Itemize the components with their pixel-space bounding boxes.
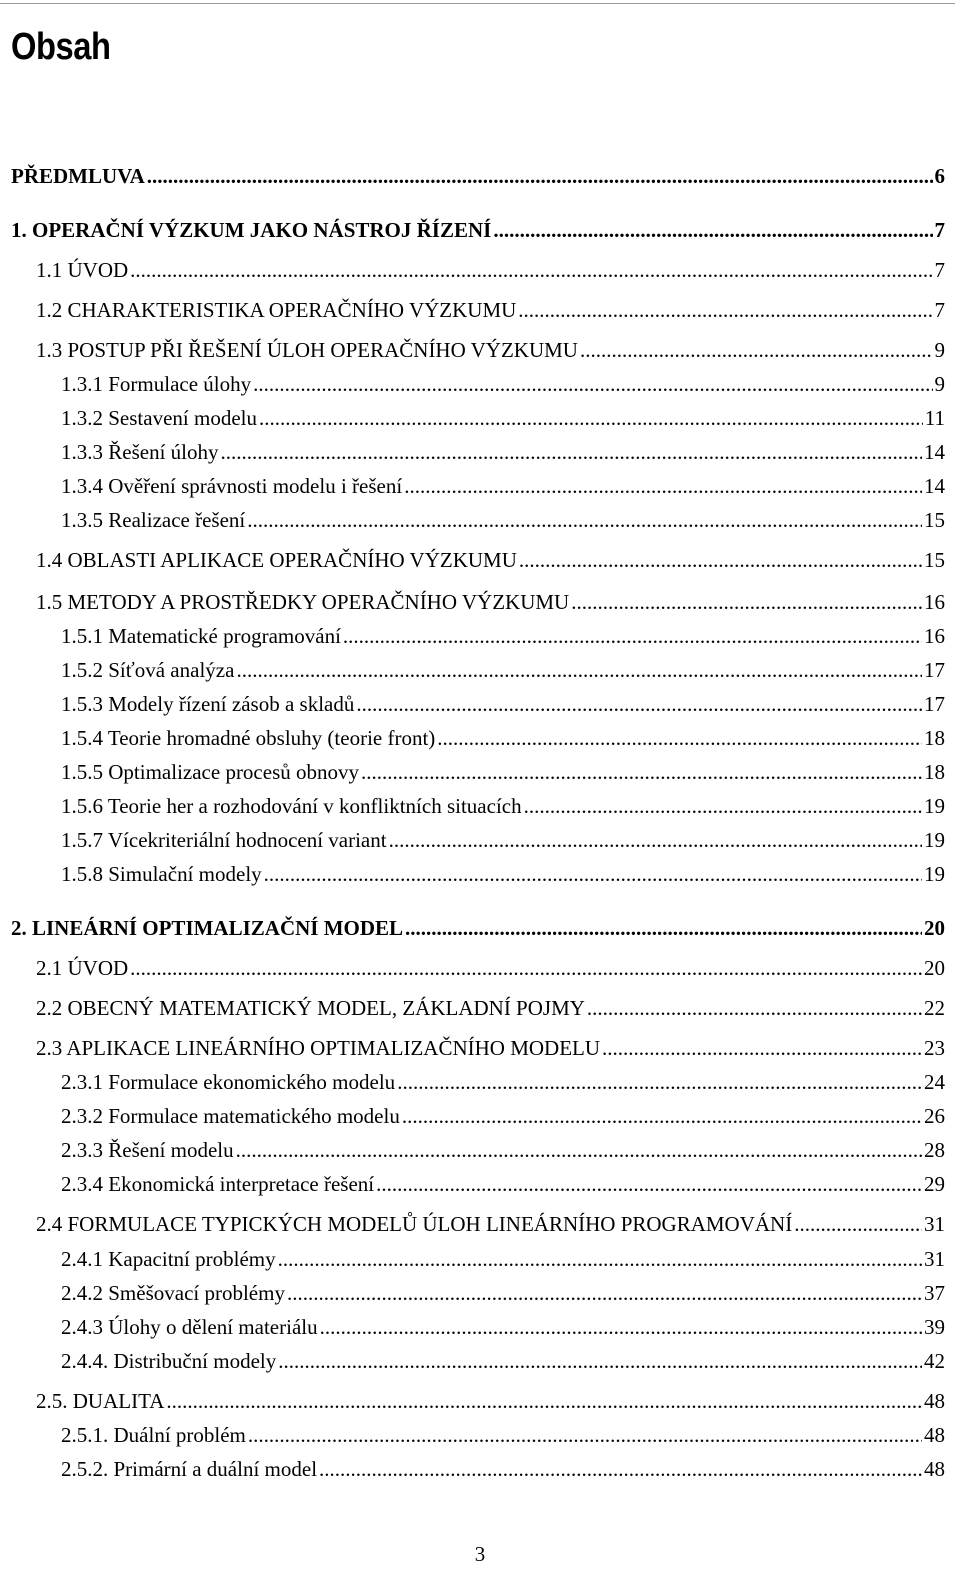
- dot-leader: [130, 955, 922, 981]
- toc-entry-page: 48: [924, 1389, 945, 1413]
- toc-entry-title: 2.3 APLIKACE LINEÁRNÍHO OPTIMALIZAČNÍHO MODELU: [36, 1036, 601, 1060]
- dot-leader: [524, 793, 922, 819]
- toc-entry[interactable]: [61, 371, 945, 397]
- toc-entry-page: 18: [924, 760, 945, 784]
- toc-entry-title: 1.3.2 Sestavení modelu: [61, 406, 257, 430]
- toc-entry-title: 2.4.3 Úlohy o dělení materiálu: [61, 1315, 318, 1339]
- toc-entry-page: 19: [924, 794, 945, 818]
- dot-leader: [247, 507, 922, 533]
- dot-leader: [580, 337, 933, 363]
- toc-entry-page: 31: [924, 1247, 945, 1271]
- toc-entry-title: 2.4 FORMULACE TYPICKÝCH MODELŮ ÚLOH LINEÁRNÍHO PROGRAMOVÁNÍ: [36, 1212, 793, 1236]
- toc-entry-title: 2.5.1. Duální problém: [61, 1423, 246, 1447]
- toc-entry[interactable]: [61, 1246, 945, 1272]
- dot-leader: [437, 725, 922, 751]
- toc-entry-page: 20: [924, 956, 945, 980]
- toc-entry-title: 2.5.2. Primární a duální model: [61, 1457, 318, 1481]
- toc-entry[interactable]: [61, 473, 945, 499]
- toc-entry[interactable]: [61, 1280, 945, 1306]
- dot-leader: [397, 1069, 922, 1095]
- toc-entry-page: 19: [924, 862, 945, 886]
- toc-entry-page: 28: [924, 1138, 945, 1162]
- toc-entry-page: 37: [924, 1281, 945, 1305]
- toc-entry-title: 2.2 OBECNÝ MATEMATICKÝ MODEL, ZÁKLADNÍ POJMY: [36, 996, 585, 1020]
- toc-entry-page: 15: [924, 508, 945, 532]
- toc-entry[interactable]: [36, 955, 945, 981]
- dot-leader: [404, 473, 922, 499]
- toc-entry[interactable]: [61, 623, 945, 649]
- toc-entry-title: 1.5.8 Simulační modely: [61, 862, 262, 886]
- toc-entry-title: 2.4.4. Distribuční modely: [61, 1349, 277, 1373]
- dot-leader: [278, 1246, 922, 1272]
- dot-leader: [402, 1103, 922, 1129]
- toc-entry[interactable]: [61, 657, 945, 683]
- toc-entry-page: 7: [934, 218, 945, 242]
- dot-leader: [405, 915, 922, 941]
- toc-entry[interactable]: [61, 691, 945, 717]
- dot-leader: [794, 1211, 922, 1237]
- dot-leader: [264, 861, 922, 887]
- dot-leader: [236, 1137, 922, 1163]
- toc-entry-title: 2.3.1 Formulace ekonomického modelu: [61, 1070, 396, 1094]
- toc-entry-title: 1.5 METODY A PROSTŘEDKY OPERAČNÍHO VÝZKUMU: [36, 590, 570, 614]
- toc-entry[interactable]: [61, 1137, 945, 1163]
- toc-entry[interactable]: [36, 995, 945, 1021]
- toc-entry-page: 39: [924, 1315, 945, 1339]
- toc-entry[interactable]: [36, 1211, 945, 1237]
- toc-entry-page: 48: [924, 1423, 945, 1447]
- dot-leader: [376, 1171, 922, 1197]
- toc-entry[interactable]: [61, 827, 945, 853]
- toc-entry-page: 31: [924, 1212, 945, 1236]
- toc-entry-page: 14: [924, 474, 945, 498]
- dot-leader: [320, 1314, 922, 1340]
- toc-entry-page: 9: [934, 338, 945, 362]
- dot-leader: [130, 257, 932, 283]
- dot-leader: [236, 657, 922, 683]
- toc-entry-title: 1.5.7 Vícekriteriální hodnocení variant: [61, 828, 387, 852]
- toc-entry-page: 29: [924, 1172, 945, 1196]
- toc-entry-title: 1.5.2 Síťová analýza: [61, 658, 235, 682]
- toc-entry-page: 6: [934, 164, 945, 188]
- toc-entry-title: 1.3.5 Realizace řešení: [61, 508, 246, 532]
- toc-entry-page: 42: [924, 1349, 945, 1373]
- toc-entry-title: 1.5.5 Optimalizace procesů obnovy: [61, 760, 359, 784]
- toc-entry[interactable]: [61, 405, 945, 431]
- toc-entry-page: 26: [924, 1104, 945, 1128]
- toc-entry[interactable]: [11, 163, 945, 189]
- toc-entry-page: 9: [934, 372, 945, 396]
- toc-entry[interactable]: [61, 793, 945, 819]
- toc-entry[interactable]: [61, 759, 945, 785]
- toc-entry-title: 1.1 ÚVOD: [36, 258, 129, 282]
- toc-entry-page: 15: [924, 548, 945, 572]
- toc-entry-title: 1.5.1 Matematické programování: [61, 624, 341, 648]
- dot-leader: [519, 547, 922, 573]
- toc-entry-page: 24: [924, 1070, 945, 1094]
- toc-entry-page: 7: [934, 258, 945, 282]
- dot-leader: [259, 405, 923, 431]
- toc-entry-title: 2.4.1 Kapacitní problémy: [61, 1247, 276, 1271]
- toc-entry-page: 48: [924, 1457, 945, 1481]
- toc-entry[interactable]: [36, 589, 945, 615]
- toc-entry-page: 14: [924, 440, 945, 464]
- toc-entry[interactable]: [61, 1103, 945, 1129]
- dot-leader: [147, 163, 933, 189]
- toc-entry-title: 2.5. DUALITA: [36, 1389, 165, 1413]
- toc-entry-page: 22: [924, 996, 945, 1020]
- toc-entry[interactable]: [61, 1348, 945, 1374]
- dot-leader: [493, 217, 932, 243]
- dot-leader: [248, 1422, 922, 1448]
- toc-entry[interactable]: [36, 547, 945, 573]
- dot-leader: [361, 759, 922, 785]
- toc-entry-title: 2.1 ÚVOD: [36, 956, 129, 980]
- toc-entry-page: 18: [924, 726, 945, 750]
- toc-entry[interactable]: [61, 507, 945, 533]
- toc-entry[interactable]: [61, 1069, 945, 1095]
- toc-entry-title: 2.3.4 Ekonomická interpretace řešení: [61, 1172, 375, 1196]
- toc-entry[interactable]: [36, 337, 945, 363]
- toc-entry-page: 17: [924, 658, 945, 682]
- toc-entry[interactable]: [36, 257, 945, 283]
- toc-entry-title: 2.4.2 Směšovací problémy: [61, 1281, 285, 1305]
- toc-entry-page: 11: [924, 406, 945, 430]
- toc-entry-page: 7: [934, 298, 945, 322]
- toc-entry-title: 1.3.4 Ověření správnosti modelu i řešení: [61, 474, 403, 498]
- toc-entry[interactable]: [61, 725, 945, 751]
- toc-entry-page: 16: [924, 624, 945, 648]
- toc-entry-title: 2. LINEÁRNÍ OPTIMALIZAČNÍ MODEL: [11, 916, 404, 940]
- toc-entry[interactable]: [61, 861, 945, 887]
- dot-leader: [587, 995, 922, 1021]
- dot-leader: [253, 371, 932, 397]
- toc-entry-title: 1.2 CHARAKTERISTIKA OPERAČNÍHO VÝZKUMU: [36, 298, 517, 322]
- toc-entry[interactable]: [36, 1035, 945, 1061]
- toc-entry[interactable]: [61, 439, 945, 465]
- toc-entry-page: 20: [924, 916, 945, 940]
- toc-entry[interactable]: [11, 915, 945, 941]
- toc-entry[interactable]: [61, 1456, 945, 1482]
- toc-entry-title: 2.3.2 Formulace matematického modelu: [61, 1104, 400, 1128]
- toc-entry-title: PŘEDMLUVA: [11, 164, 145, 188]
- toc-entry-title: 1.4 OBLASTI APLIKACE OPERAČNÍHO VÝZKUMU: [36, 548, 517, 572]
- dot-leader: [571, 589, 922, 615]
- dot-leader: [602, 1035, 922, 1061]
- toc-entry-title: 2.3.3 Řešení modelu: [61, 1138, 234, 1162]
- toc-entry[interactable]: [36, 1388, 945, 1414]
- dot-leader: [356, 691, 922, 717]
- toc-entry[interactable]: [36, 297, 945, 323]
- dot-leader: [343, 623, 922, 649]
- toc-entry-page: 16: [924, 590, 945, 614]
- toc-entry[interactable]: [11, 217, 945, 243]
- toc-entry[interactable]: [61, 1422, 945, 1448]
- toc-entry-title: 1.5.3 Modely řízení zásob a skladů: [61, 692, 355, 716]
- dot-leader: [319, 1456, 922, 1482]
- toc-entry-title: 1.5.4 Teorie hromadné obsluhy (teorie front): [61, 726, 436, 750]
- toc-entry[interactable]: [61, 1314, 945, 1340]
- toc-entry[interactable]: [61, 1171, 945, 1197]
- dot-leader: [221, 439, 923, 465]
- dot-leader: [278, 1348, 922, 1374]
- toc-heading: Obsah: [11, 26, 111, 68]
- toc-entry-page: 19: [924, 828, 945, 852]
- dot-leader: [518, 297, 932, 323]
- toc-entry-title: 1. OPERAČNÍ VÝZKUM JAKO NÁSTROJ ŘÍZENÍ: [11, 218, 492, 242]
- dot-leader: [287, 1280, 922, 1306]
- dot-leader: [389, 827, 922, 853]
- toc-entry-title: 1.3 POSTUP PŘI ŘEŠENÍ ÚLOH OPERAČNÍHO VÝZKUMU: [36, 338, 578, 362]
- dot-leader: [166, 1388, 922, 1414]
- page-number: 3: [474, 1542, 486, 1566]
- toc-entry-page: 17: [924, 692, 945, 716]
- toc-entry-title: 1.3.3 Řešení úlohy: [61, 440, 219, 464]
- toc-entry-title: 1.3.1 Formulace úlohy: [61, 372, 252, 396]
- toc-entry-page: 23: [924, 1036, 945, 1060]
- toc-entry-title: 1.5.6 Teorie her a rozhodování v konfliktních situacích: [61, 794, 522, 818]
